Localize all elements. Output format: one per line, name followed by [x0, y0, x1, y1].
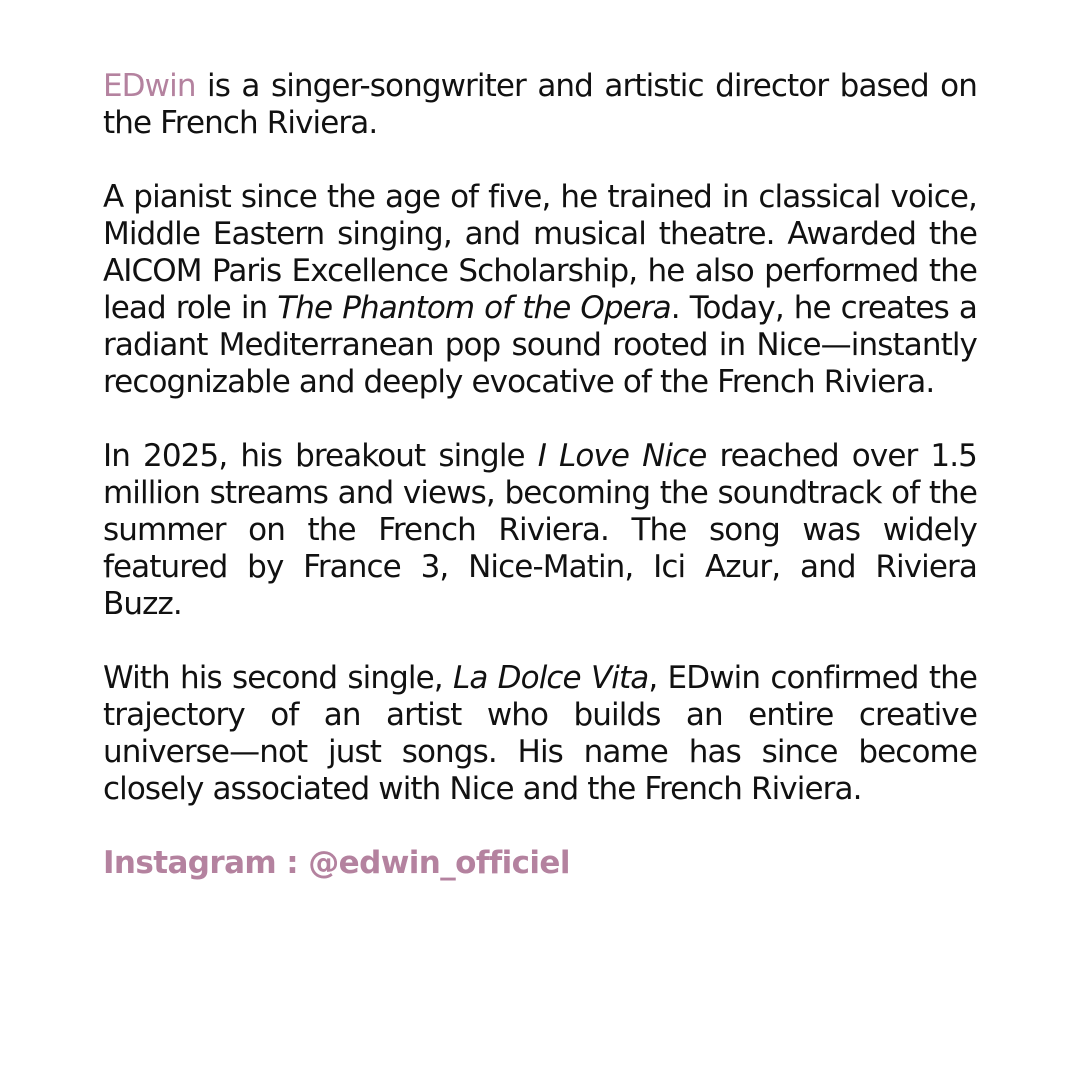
- second-single-text-after: , EDwin confirmed the trajectory of an artist who builds an entire creative universe—not just songs. His name has since become closely associated with Nice and the French Riviera.: [103, 660, 977, 807]
- phantom-of-the-opera-title: The Phantom of the Opera: [277, 290, 671, 326]
- la-dolce-vita-title: La Dolce Vita: [452, 660, 649, 696]
- training-text-after: . Today, he creates a radiant Mediterranean pop sound rooted in Nice—instantly recognizable and deeply evocative of the French Riviera.: [103, 290, 977, 400]
- bio-paragraph-breakout: [103, 438, 977, 623]
- bio-paragraph-training: [103, 179, 977, 401]
- breakout-text-after: reached over 1.5 million streams and views, becoming the soundtrack of the summer on the French Riviera. The song was widely featured by France 3, Nice-Matin, Ici Azur, and Riviera Buzz.: [103, 438, 977, 622]
- artist-name: EDwin: [103, 68, 196, 104]
- second-single-text-before: With his second single,: [103, 660, 453, 696]
- intro-text: is a singer-songwriter and artistic director based on the French Riviera.: [103, 68, 977, 141]
- bio-text-block: [103, 68, 977, 882]
- training-text-before: A pianist since the age of five, he trained in classical voice, Middle Eastern singing, and musical theatre. Awarded the AICOM Paris Excellence Scholarship, he also performed the lead role in: [103, 179, 977, 326]
- i-love-nice-title: I Love Nice: [537, 438, 707, 474]
- breakout-text-before: In 2025, his breakout single: [103, 438, 538, 474]
- bio-paragraph-second-single: [103, 660, 977, 808]
- bio-paragraph-intro: [103, 68, 977, 142]
- instagram-handle-link[interactable]: Instagram : @edwin_officiel: [103, 845, 570, 881]
